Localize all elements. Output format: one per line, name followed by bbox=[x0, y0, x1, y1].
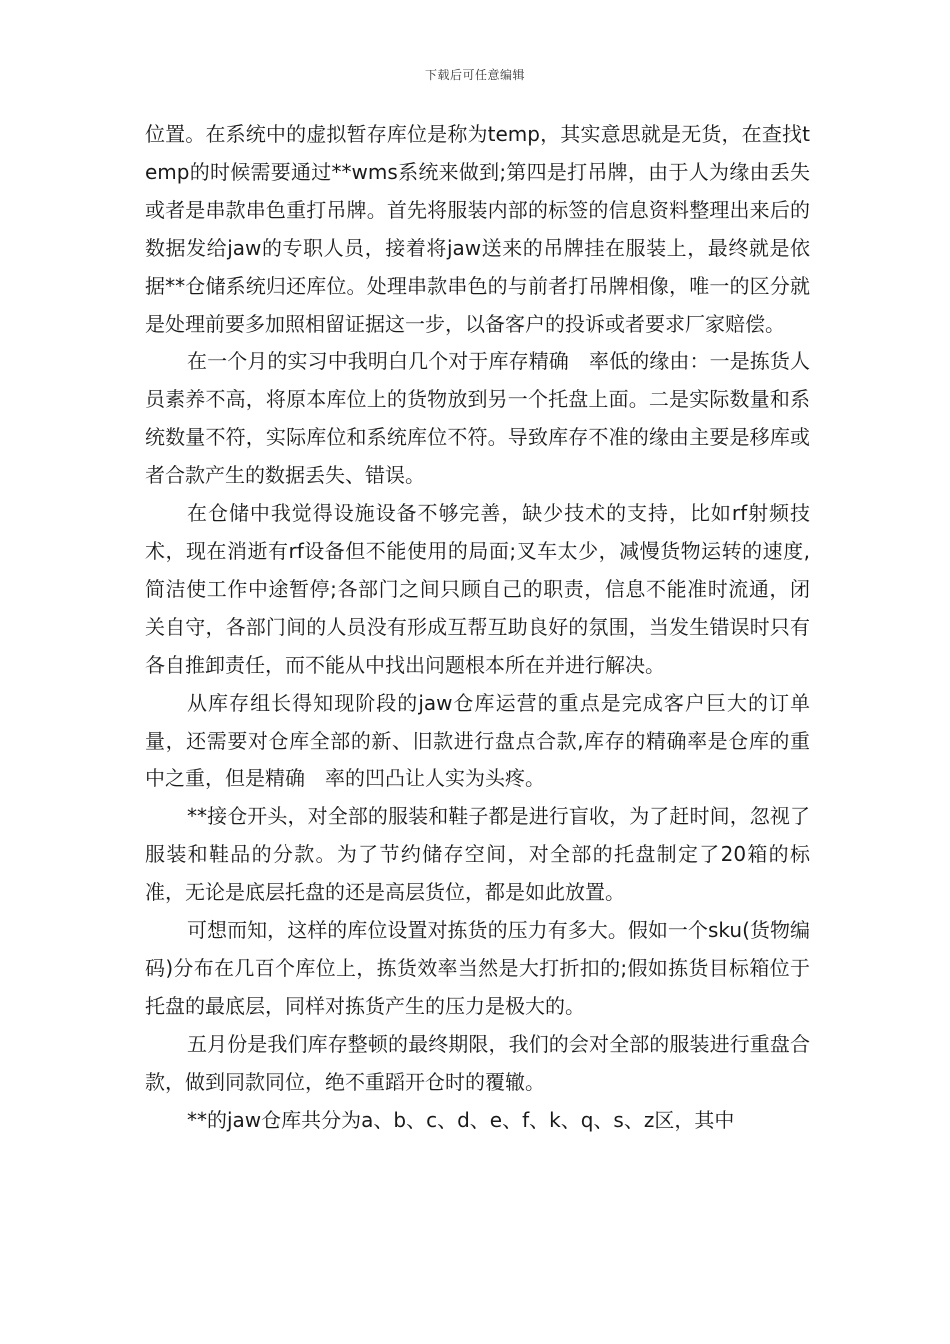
paragraph-1: 位置。在系统中的虚拟暂存库位是称为temp，其实意思就是无货，在查找temp的时候需要通过**wms系统来做到;第四是打吊牌，由于人为缘由丢失或者是串款串色重打吊牌。首先将服装内部的标签的信息资料整理出来后的数据发给jaw的专职人员，接着将jaw送来的吊牌挂在服装上，最终就是依据**仓储系统归还库位。处理串款串色的与前者打吊牌相像，唯一的区分就是处理前要多加照相留证据这一步，以备客户的投诉或者要求厂家赔偿。 bbox=[145, 122, 810, 336]
document-body bbox=[145, 116, 810, 1139]
page-header: 下载后可任意编辑 bbox=[424, 68, 525, 82]
paragraph-5: **接仓开头，对全部的服装和鞋子都是进行盲收，为了赶时间，忽视了服装和鞋品的分款。为了节约储存空间，对全部的托盘制定了20箱的标准，无论是底层托盘的还是高层货位，都是如此放置。 bbox=[145, 804, 810, 905]
paragraph-7: 五月份是我们库存整顿的最终期限，我们的会对全部的服装进行重盘合款，做到同款同位，绝不重蹈开仓时的覆辙。 bbox=[145, 1031, 810, 1094]
paragraph-4: 从库存组长得知现阶段的jaw仓库运营的重点是完成客户巨大的订单量，还需要对仓库全部的新、旧款进行盘点合款,库存的精确率是仓库的重中之重，但是精确 率的凹凸让人实为头疼。 bbox=[145, 690, 810, 791]
paragraph-2: 在一个月的实习中我明白几个对于库存精确 率低的缘由：一是拣货人员素养不高，将原本库位上的货物放到另一个托盘上面。二是实际数量和系统数量不符，实际库位和系统库位不符。导致库存不准的缘由主要是移库或者合款产生的数据丢失、错误。 bbox=[145, 349, 810, 488]
paragraph-3: 在仓储中我觉得设施设备不够完善，缺少技术的支持，比如rf射频技术，现在消逝有rf设备但不能使用的局面;叉车太少，减慢货物运转的速度,简洁使工作中途暂停;各部门之间只顾自己的职责，信息不能准时流通，闭关自守，各部门间的人员没有形成互帮互助良好的氛围，当发生错误时只有各自推卸责任，而不能从中找出问题根本所在并进行解决。 bbox=[145, 501, 810, 677]
paragraph-8: **的jaw仓库共分为a、b、c、d、e、f、k、q、s、z区，其中 bbox=[187, 1107, 735, 1132]
paragraph-6: 可想而知，这样的库位设置对拣货的压力有多大。假如一个sku(货物编码)分布在几百个库位上，拣货效率当然是大打折扣的;假如拣货目标箱位于托盘的最底层，同样对拣货产生的压力是极大的。 bbox=[145, 918, 810, 1018]
